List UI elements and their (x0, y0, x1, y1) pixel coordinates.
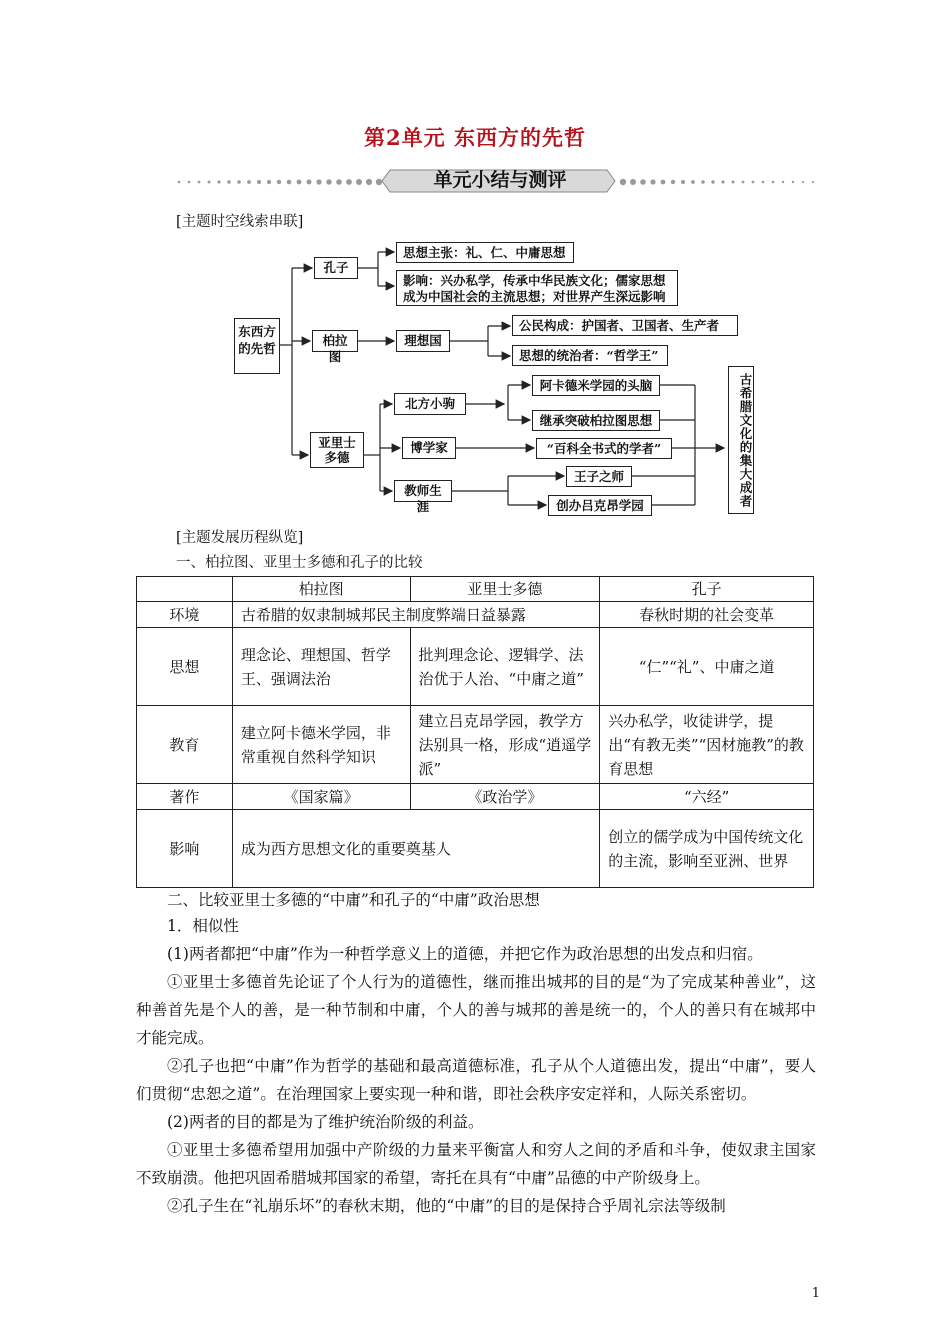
diagram-confucius-thought-box: 思想主张：礼、仁、中庸思想 (396, 242, 574, 263)
section-label-timeline: [主题时空线索串联] (176, 214, 304, 230)
diagram-root-box: 东西方的先哲 (234, 318, 280, 374)
table-row (137, 784, 814, 810)
table-cell: 《政治学》 (410, 784, 600, 810)
similarity-label: 1．相似性 (167, 917, 239, 935)
table-cell: 批判理念论、逻辑学、法治优于人治、“中庸之道” (410, 628, 600, 706)
table-header-cell: 亚里士多德 (410, 577, 600, 602)
diagram-foal-box: 北方小驹 (394, 393, 466, 415)
diagram-culmination-box: 古希腊文化的集大成者 (728, 366, 754, 514)
diagram-confucius-influence-line1: 影响：兴办私学，传承中华民族文化；儒家思想 (403, 273, 666, 288)
diagram-confucius-influence-line2: 成为中国社会的主流思想；对世界产生深远影响 (403, 289, 666, 304)
row-label: 著作 (137, 784, 233, 810)
row-label: 影响 (137, 810, 233, 888)
section-label-overview: [主题发展历程纵览] (176, 530, 304, 546)
table-cell: 创立的儒学成为中国传统文化的主流，影响至亚洲、世界 (600, 810, 814, 888)
table-header-cell: 柏拉图 (232, 577, 410, 602)
paragraph: ②孔子生在“礼崩乐坏”的春秋末期，他的“中庸”的目的是保持合乎周礼宗法等级制 (167, 1197, 726, 1215)
paragraph: (2)两者的目的都是为了维护统治阶级的利益。 (167, 1113, 484, 1131)
page-number: 1 (811, 1286, 820, 1301)
diagram-inherit-box: 继承突破柏拉图思想 (532, 410, 660, 431)
row-label: 教育 (137, 706, 233, 784)
diagram-confucius-box: 孔子 (314, 257, 358, 279)
diagram-ideal-state-box: 理想国 (396, 330, 450, 352)
table-header-cell (137, 577, 233, 602)
row-label: 思想 (137, 628, 233, 706)
diagram-academy-brain-box: 阿卡德米学园的头脑 (532, 375, 660, 396)
banner-title: 单元小结与测评 (433, 169, 567, 191)
paragraph: ②孔子也把“中庸”作为哲学的基础和最高道德标准，孔子从个人道德出发，提出“中庸”，要人们贯彻“忠恕之道”。在治理国家上要实现一种和谐，即社会秩序安定祥和，人际关系密切。 (136, 1057, 816, 1103)
diagram-lyceum-box: 创办吕克昂学园 (548, 495, 652, 516)
comparison-table (136, 576, 814, 888)
diagram-confucius-influence-box (396, 270, 678, 306)
diagram-plato-box: 柏拉图 (312, 330, 358, 352)
paragraph: (1)两者都把“中庸”作为一种哲学意义上的道德，并把它作为政治思想的出发点和归宿。 (167, 945, 763, 963)
table-cell: 建立阿卡德米学园，非常重视自然科学知识 (232, 706, 410, 784)
table-cell: 成为西方思想文化的重要奠基人 (232, 810, 599, 888)
table-row (137, 628, 814, 706)
table-cell: 兴办私学，收徒讲学，提出“有教无类”“因材施教”的教育思想 (600, 706, 814, 784)
table-cell: 理念论、理想国、哲学王、强调法治 (232, 628, 410, 706)
diagram-encyclopedic-box: “百科全书式的学者” (536, 438, 672, 459)
table-cell: 春秋时期的社会变革 (600, 602, 814, 628)
diagram-polymath-box: 博学家 (402, 437, 456, 459)
table-cell: 建立吕克昂学园，教学方法别具一格，形成“逍遥学派” (410, 706, 600, 784)
diagram-ruler-box: 思想的统治者：“哲学王” (512, 345, 668, 366)
table-header-cell: 孔子 (600, 577, 814, 602)
table-cell: “六经” (600, 784, 814, 810)
body-text (136, 888, 816, 1220)
subtitle-zhongyong: 二、比较亚里士多德的“中庸”和孔子的“中庸”政治思想 (167, 891, 540, 909)
unit-title: 第2单元 东西方的先哲 (364, 125, 586, 150)
subtitle-comparison: 一、柏拉图、亚里士多德和孔子的比较 (176, 555, 423, 571)
table-row (137, 602, 814, 628)
table-cell: 《国家篇》 (232, 784, 410, 810)
table-row (137, 706, 814, 784)
paragraph: ①亚里士多德希望用加强中产阶级的力量来平衡富人和穷人之间的矛盾和斗争，使奴隶主国家不致崩溃。他把巩固希腊城邦国家的希望，寄托在具有“中庸”品德的中产阶级身上。 (136, 1141, 816, 1187)
paragraph: ①亚里士多德首先论证了个人行为的道德性，继而推出城邦的目的是“为了完成某种善业”，这种善首先是个人的善，是一种节制和中庸，个人的善与城邦的善是统一的，个人的善只有在城邦中才能完成。 (136, 973, 816, 1047)
table-cell: 古希腊的奴隶制城邦民主制度弊端日益暴露 (232, 602, 599, 628)
diagram-tutor-box: 王子之师 (566, 466, 632, 487)
table-cell: “仁”“礼”、中庸之道 (600, 628, 814, 706)
diagram-citizens-box: 公民构成：护国者、卫国者、生产者 (512, 315, 738, 336)
diagram-aristotle-box: 亚里士多德 (310, 432, 364, 468)
diagram-teacher-box: 教师生涯 (394, 480, 452, 502)
table-row (137, 810, 814, 888)
table-header-row (137, 577, 814, 602)
row-label: 环境 (137, 602, 233, 628)
